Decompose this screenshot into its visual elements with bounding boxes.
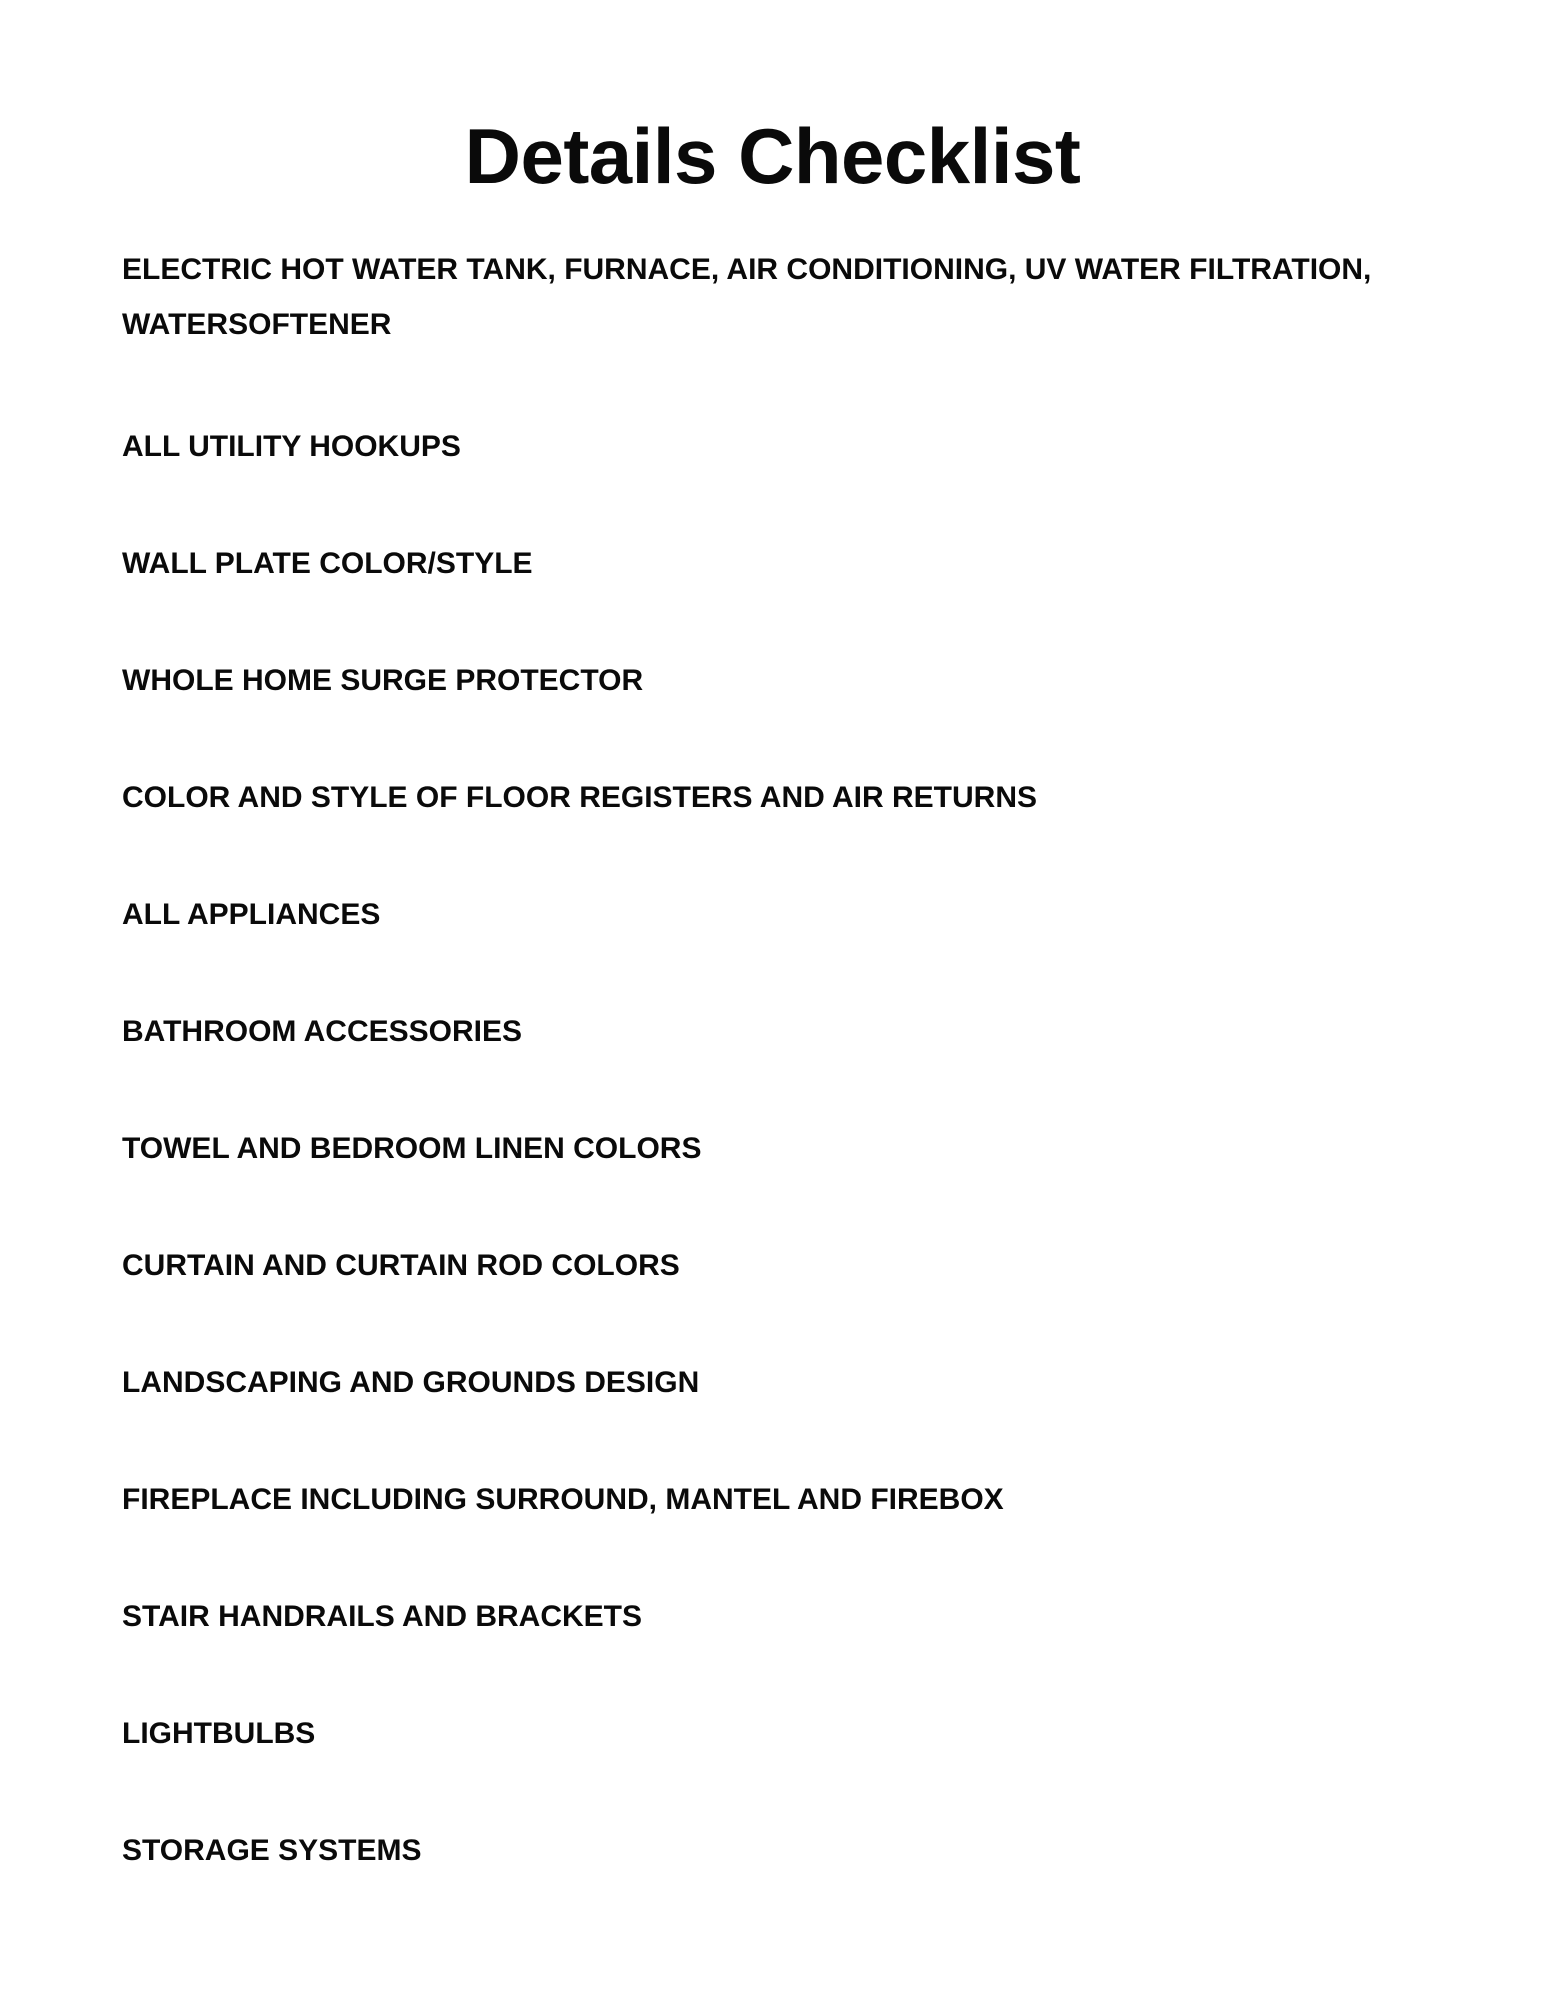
checklist-item: ALL UTILITY HOOKUPS bbox=[122, 430, 461, 463]
checklist-item: ELECTRIC HOT WATER TANK, FURNACE, AIR CONDITIONING, UV WATER FILTRATION, WATERSOFTENER bbox=[122, 253, 1372, 341]
checklist-item: STORAGE SYSTEMS bbox=[122, 1834, 422, 1867]
checklist-item: LIGHTBULBS bbox=[122, 1717, 316, 1750]
checklist-item: WHOLE HOME SURGE PROTECTOR bbox=[122, 664, 644, 697]
checklist bbox=[122, 242, 1435, 1940]
checklist-item: COLOR AND STYLE OF FLOOR REGISTERS AND AIR RETURNS bbox=[122, 781, 1038, 814]
checklist-item: BATHROOM ACCESSORIES bbox=[122, 1015, 523, 1048]
checklist-item: LANDSCAPING AND GROUNDS DESIGN bbox=[122, 1366, 700, 1399]
checklist-item: STAIR HANDRAILS AND BRACKETS bbox=[122, 1600, 642, 1633]
page-title: Details Checklist bbox=[464, 112, 1081, 200]
checklist-item: ALL APPLIANCES bbox=[122, 898, 381, 931]
checklist-item: TOWEL AND BEDROOM LINEN COLORS bbox=[122, 1132, 702, 1165]
checklist-item: WALL PLATE COLOR/STYLE bbox=[122, 547, 533, 580]
checklist-item: FIREPLACE INCLUDING SURROUND, MANTEL AND FIREBOX bbox=[122, 1483, 1004, 1516]
checklist-item: CURTAIN AND CURTAIN ROD COLORS bbox=[122, 1249, 680, 1282]
